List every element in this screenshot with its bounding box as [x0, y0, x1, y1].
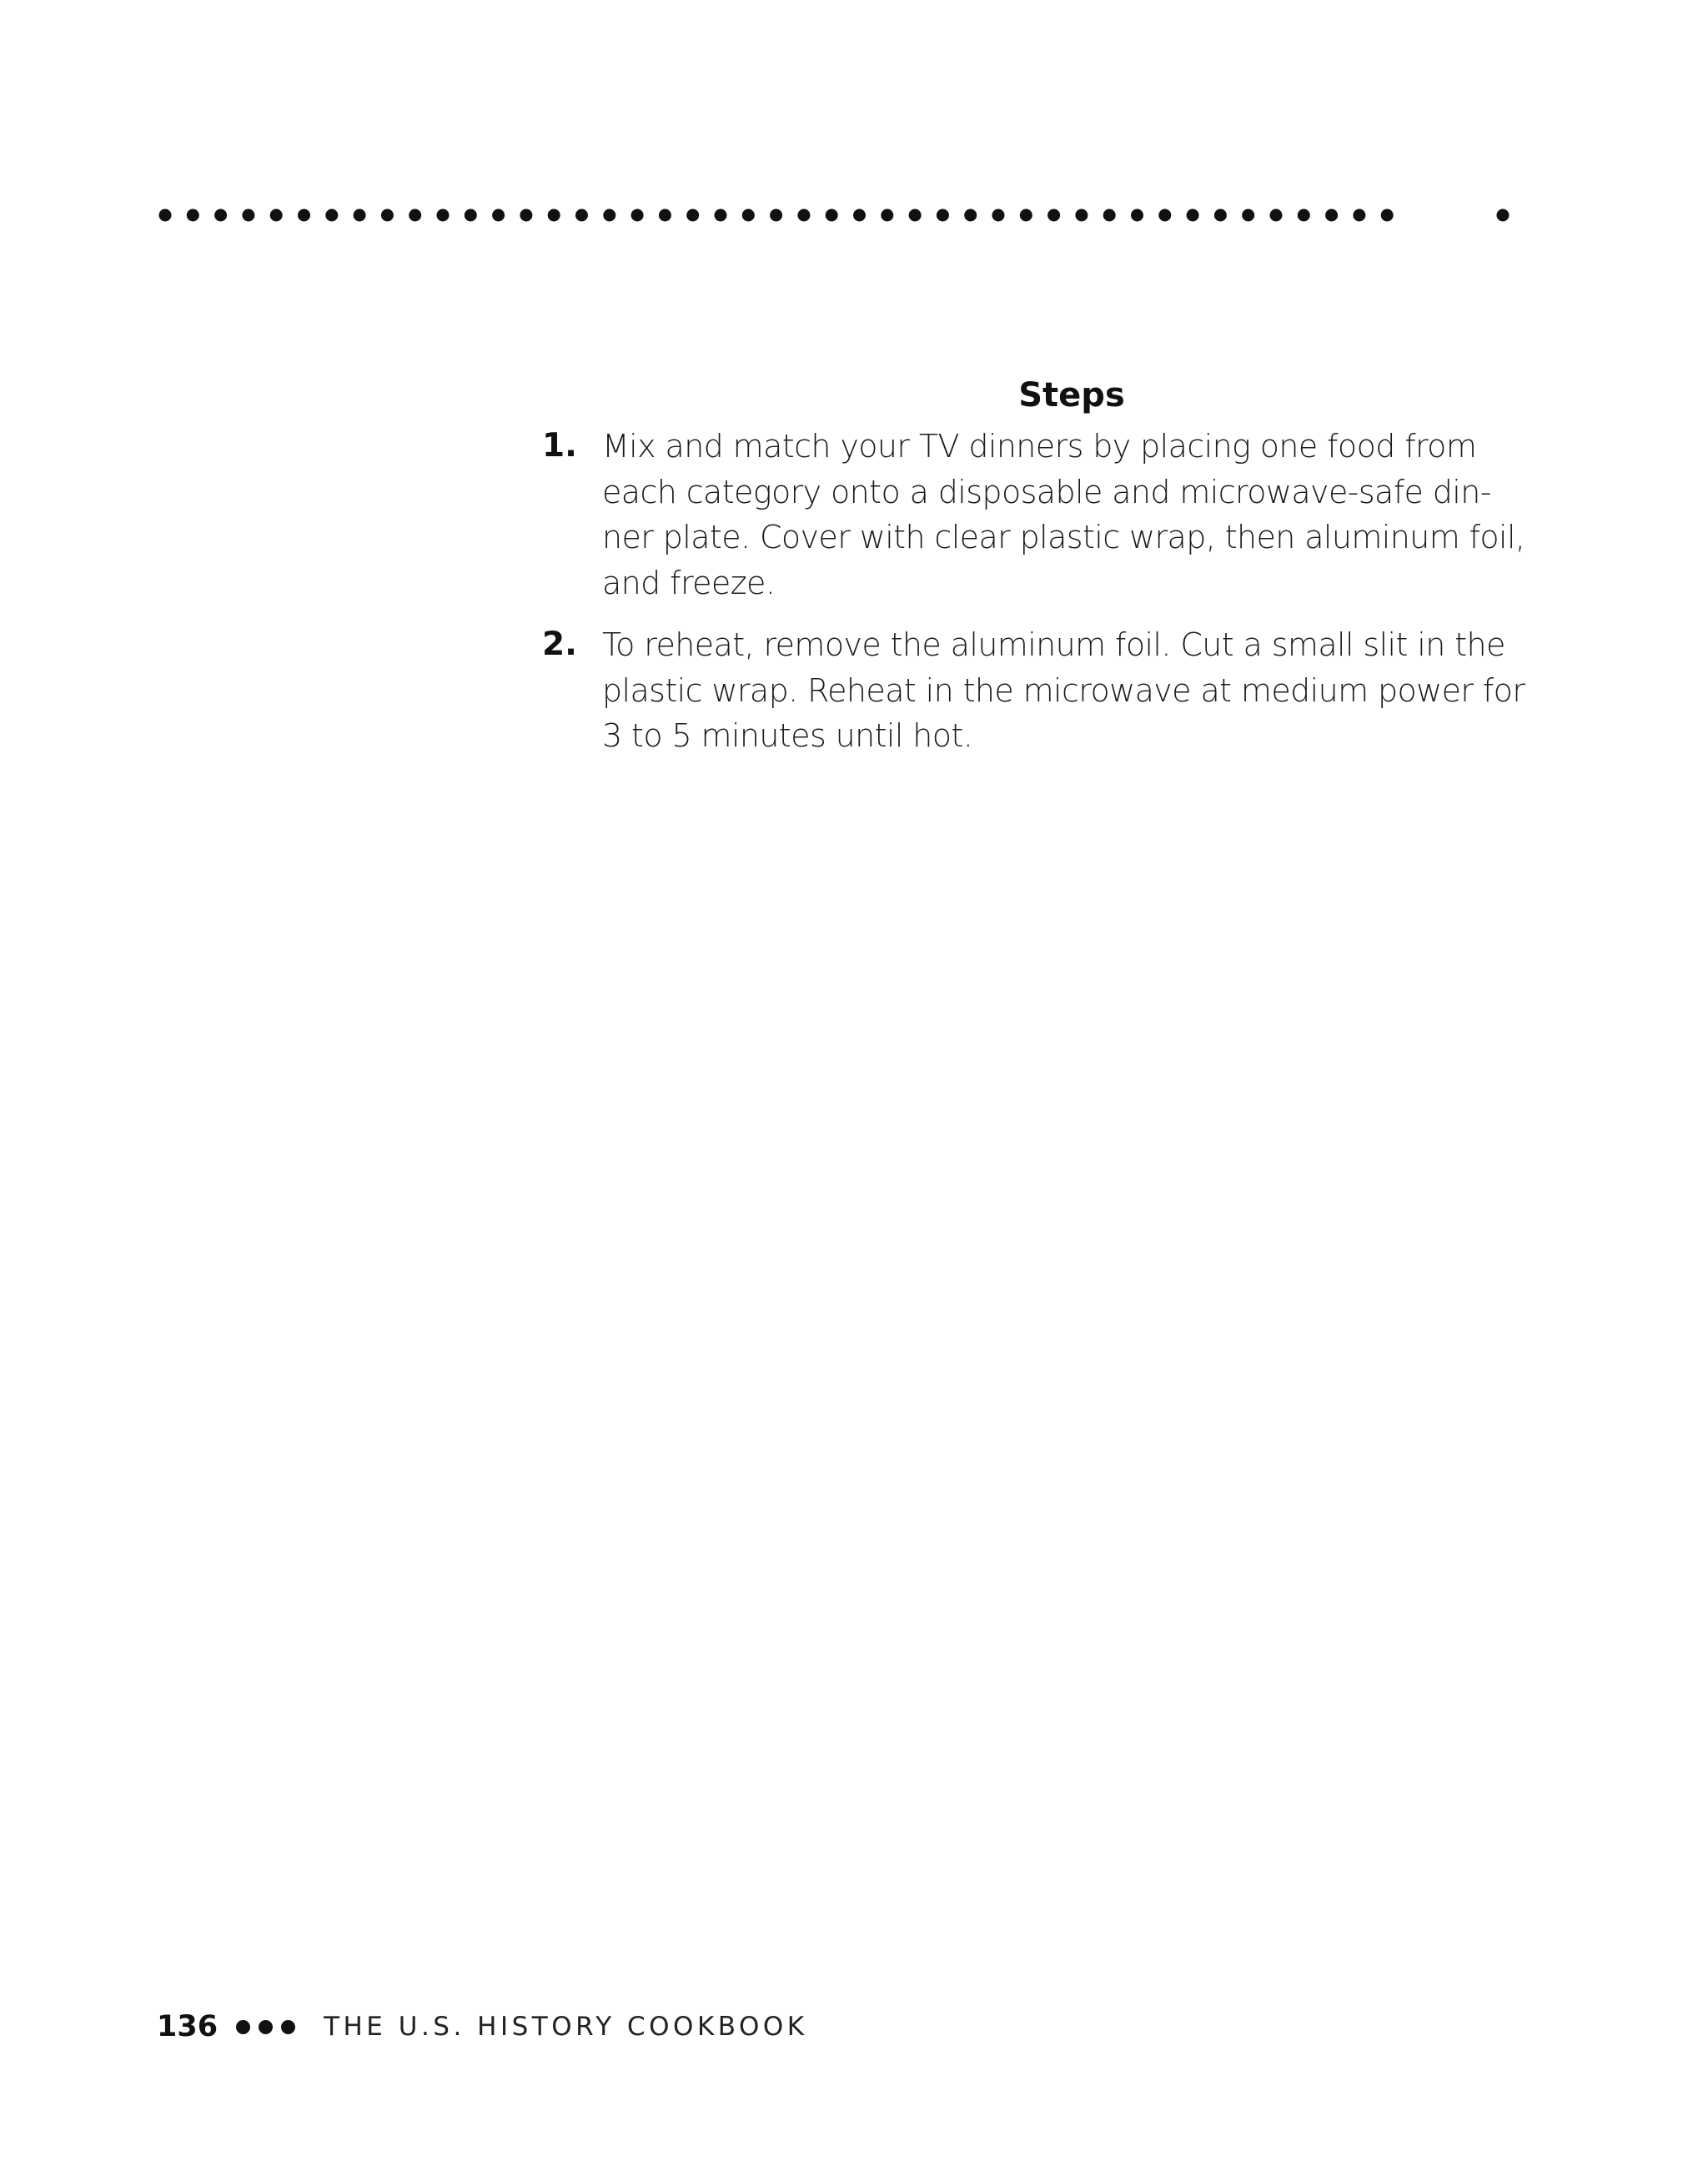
rule-dot	[631, 209, 644, 222]
rule-dot	[214, 209, 227, 222]
rule-dot	[520, 209, 532, 222]
steps-section	[542, 372, 1525, 776]
rule-dot	[409, 209, 421, 222]
rule-dot	[465, 209, 477, 222]
rule-dot	[1381, 209, 1394, 222]
steps-heading: Steps	[1018, 376, 1125, 415]
step-number: 2.	[542, 626, 577, 663]
rule-dot	[742, 209, 755, 222]
rule-dot	[1497, 209, 1510, 222]
rule-dot	[909, 209, 922, 222]
dotted-rule	[158, 206, 1510, 224]
step-text-line: each category onto a disposable and microwave-safe din-	[602, 473, 1491, 510]
rule-dot	[1242, 209, 1254, 222]
rule-dot	[853, 209, 866, 222]
rule-dot	[381, 209, 394, 222]
rule-dot	[575, 209, 588, 222]
book-title: THE U.S. HISTORY COOKBOOK	[324, 2012, 808, 2042]
page-footer	[157, 2008, 808, 2045]
rule-dot	[159, 209, 172, 222]
rule-dot	[992, 209, 1005, 222]
rule-dot	[548, 209, 560, 222]
rule-dot	[1047, 209, 1060, 222]
page-number: 136	[157, 2010, 219, 2043]
rule-dot	[437, 209, 450, 222]
rule-dot	[797, 209, 810, 222]
rule-dot	[1103, 209, 1116, 222]
step-text-line: plastic wrap. Reheat in the microwave at medium power for	[602, 671, 1525, 709]
rule-dot	[937, 209, 949, 222]
rule-dot	[686, 209, 699, 222]
footer-dot	[281, 2020, 295, 2034]
rule-dot	[715, 209, 727, 222]
rule-dot	[492, 209, 505, 222]
rule-dot	[242, 209, 254, 222]
rule-dot	[187, 209, 199, 222]
footer-dot	[259, 2020, 273, 2034]
step-number: 1.	[542, 427, 577, 465]
rule-dot	[1214, 209, 1227, 222]
footer-dots	[236, 2020, 304, 2034]
step-2	[542, 622, 1525, 759]
rule-dot	[964, 209, 977, 222]
rule-dot	[298, 209, 310, 222]
rule-dot	[270, 209, 283, 222]
step-text-line: 3 to 5 minutes until hot.	[602, 717, 973, 754]
rule-dot	[354, 209, 366, 222]
rule-dot	[325, 209, 338, 222]
rule-dot	[1298, 209, 1310, 222]
step-text-line: To reheat, remove the aluminum foil. Cut a small slit in the	[602, 626, 1505, 663]
rule-dot	[1270, 209, 1283, 222]
step-text-line: Mix and match your TV dinners by placing one food from	[602, 428, 1477, 465]
rule-dot	[1131, 209, 1143, 222]
footer-dot	[236, 2020, 250, 2034]
step-text-line: ner plate. Cover with clear plastic wrap, then aluminum foil,	[602, 519, 1525, 555]
rule-dot	[1187, 209, 1199, 222]
rule-dot	[1158, 209, 1171, 222]
rule-dot	[1325, 209, 1338, 222]
rule-dot	[1020, 209, 1032, 222]
rule-dot	[603, 209, 615, 222]
rule-dot	[1353, 209, 1365, 222]
rule-dot	[770, 209, 782, 222]
dotted-rule-graphic	[158, 206, 1510, 224]
rule-dot	[659, 209, 671, 222]
rule-dot	[881, 209, 893, 222]
step-1	[542, 424, 1525, 606]
rule-dot	[1075, 209, 1088, 222]
rule-dot	[826, 209, 838, 222]
step-text-line: and freeze.	[602, 564, 776, 601]
